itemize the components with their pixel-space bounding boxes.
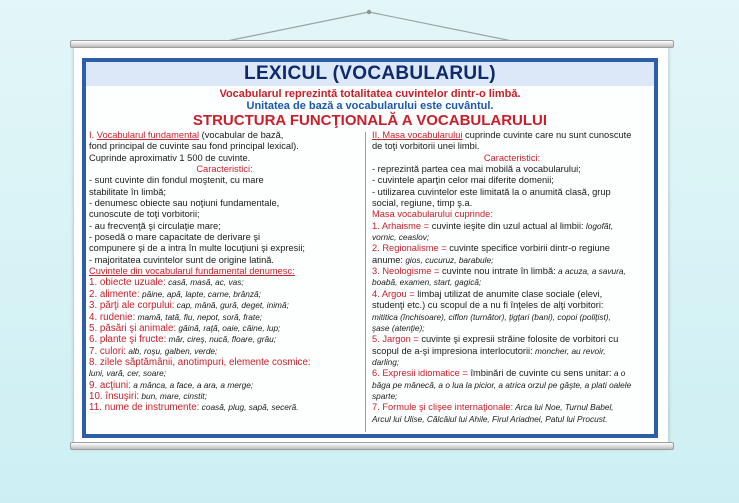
right-intro-line-1: II. Masa vocabularului cuprinde cuvinte care nu sunt cunoscute xyxy=(372,130,632,140)
right-item-line xyxy=(372,323,652,334)
item-label: 7. Formule şi clişee internaţionale: xyxy=(372,402,514,413)
left-characteristics-label: Caracteristici: xyxy=(196,164,253,175)
item-examples: Arca lui Noe, Turnul Babel, xyxy=(513,402,614,413)
item-text: cuvinte şi expresii străine folosite de vorbitori cu xyxy=(418,334,619,345)
item-label: 4. Argou = xyxy=(372,288,415,299)
poster-body xyxy=(86,86,654,434)
right-characteristic-line: - reprezintă partea cea mai mobilă a vocabularului; xyxy=(372,164,581,175)
title-band xyxy=(86,62,654,86)
left-heading: Vocabularul fundamental xyxy=(96,130,200,140)
left-category-item xyxy=(89,334,360,345)
left-intro-line-2: fond principal de cuvinte sau fond principal lexical). xyxy=(89,141,299,152)
item-examples: şase (atenţie); xyxy=(372,322,425,333)
item-label: 6. Expresii idiomatice = xyxy=(372,368,468,379)
category-examples: cap, mână, gură, deget, inimă; xyxy=(174,300,289,311)
category-label: 6. plante şi fructe: xyxy=(89,334,167,346)
item-examples: sparte; xyxy=(372,390,398,401)
poster-frame xyxy=(82,58,658,438)
item-examples: vornic, ceaslov; xyxy=(372,232,430,243)
left-characteristic-line: - sunt cuvinte din fondul moştenit, cu mare xyxy=(89,175,264,186)
poster-top-rod xyxy=(70,40,674,48)
subtitle-unit: Unitatea de bază a vocabularului este cuvântul. xyxy=(246,100,494,112)
item-examples: băga pe mânecă, a o lua la picior, a atrica orzul pe gâşte, a plati oalele xyxy=(372,379,632,390)
right-item-line xyxy=(372,334,652,345)
category-label: 9. acţiuni: xyxy=(89,379,131,391)
right-item-line xyxy=(372,368,652,379)
item-label: 5. Jargon = xyxy=(372,334,419,345)
item-text: cuvinte nou intrate în limbă: xyxy=(439,266,556,277)
right-item-line xyxy=(372,380,652,391)
right-characteristic-line: social, regiune, timp ş.a. xyxy=(372,198,473,209)
item-text: cuvinte specifice vorbirii dintr-o regiune xyxy=(446,243,610,254)
right-item-line xyxy=(372,391,652,402)
item-examples: moncher, au revoir, xyxy=(532,345,606,356)
item-text: anume: xyxy=(372,254,404,265)
right-characteristic-line: - utilizarea cuvintelor este limitată la o anumită clasă, grup xyxy=(372,186,611,197)
category-examples: luni, vară, cer, soare; xyxy=(89,368,167,379)
right-characteristics-list xyxy=(372,164,652,209)
left-category-item xyxy=(89,368,360,379)
structure-title: STRUCTURA FUNCŢIONALĂ A VOCABULARULUI xyxy=(192,112,548,129)
left-category-item xyxy=(89,277,360,288)
left-characteristic-line: - denumesc obiecte sau noţiuni fundamentale, xyxy=(89,198,280,209)
item-examples: Arcul lui Ulise, Călcâiul lui Ahile, Firul Ariadnei, Patul lui Procust. xyxy=(372,413,608,424)
left-intro-line-3: Cuprinde aproximativ 1 500 de cuvinte. xyxy=(89,152,251,163)
item-text: cuvinte ieşite din uzul actual al limbii: xyxy=(429,220,584,231)
right-characteristic-line: - cuvintele aparţin celor mai diferite domenii; xyxy=(372,175,554,186)
poster xyxy=(74,44,668,446)
category-label: 5. păsări şi animale: xyxy=(89,322,177,334)
left-category-item xyxy=(89,300,360,311)
category-examples: măr, cireş, nucă, floare, grâu; xyxy=(166,334,277,345)
right-item-line xyxy=(372,312,652,323)
category-examples: alb, roşu, galben, verde; xyxy=(126,345,218,356)
item-examples: gios, cucuruz, barabule; xyxy=(403,254,494,265)
right-item-line xyxy=(372,357,652,368)
right-item-line xyxy=(372,221,652,232)
left-category-item xyxy=(89,323,360,334)
left-intro-line-1: I. Vocabularul fundamental (vocabular de bază, xyxy=(89,130,284,140)
right-characteristics-label: Caracteristici: xyxy=(483,152,541,163)
category-label: 2. alimente: xyxy=(89,288,140,300)
left-category-item xyxy=(89,346,360,357)
category-label: 3. părţi ale corpului: xyxy=(89,300,175,312)
category-examples: a mânca, a face, a ara, a merge; xyxy=(130,379,254,390)
right-item-line xyxy=(372,266,652,277)
left-category-item xyxy=(89,402,360,413)
left-characteristic-line: - posedă o mare capacitate de derivare şi xyxy=(89,232,261,243)
category-examples: coasă, plug, sapă, seceră. xyxy=(199,402,299,413)
left-characteristics-list xyxy=(89,175,360,266)
right-intro-line-2: de toţi vorbitorii unei limbi. xyxy=(372,141,480,152)
left-column xyxy=(89,130,360,414)
category-label: 10. însuşiri: xyxy=(89,390,140,402)
item-text: studenţi etc.) cu scopul de a nu fi înţeles de alţi vorbitori: xyxy=(372,300,604,311)
right-item-line xyxy=(372,414,652,425)
right-heading: II. Masa vocabularului xyxy=(372,130,463,140)
item-label: 2. Regionalisme = xyxy=(372,243,447,254)
item-examples: logofăt, xyxy=(583,220,614,231)
item-examples: boabă, examen, start, gagică; xyxy=(372,277,482,288)
page-title: LEXICUL (VOCABULARUL) xyxy=(244,63,496,84)
item-examples: darling; xyxy=(372,356,400,367)
right-item-line xyxy=(372,300,652,311)
left-characteristic-line: - majoritatea cuvintelor sunt de origine latină. xyxy=(89,254,275,265)
category-examples: pâine, apă, lapte, carne, brânză; xyxy=(139,288,261,299)
right-item-line xyxy=(372,243,652,254)
item-examples: mititica (închisoare), ciflon (turnător), ţigţari (bani), copoi (poliţist), xyxy=(372,311,611,322)
left-characteristic-line: cunoscute de toţi vorbitorii; xyxy=(89,209,200,220)
left-category-item xyxy=(89,289,360,300)
right-item-line xyxy=(372,402,652,413)
left-category-item xyxy=(89,312,360,323)
category-label: 1. obiecte uzuale: xyxy=(89,277,166,289)
category-label: 11. nume de instrumente: xyxy=(89,402,200,414)
column-divider xyxy=(365,132,366,432)
right-items-list xyxy=(372,221,652,425)
left-categories-heading: Cuvintele din vocabularul fundamental denumesc: xyxy=(89,266,295,277)
item-examples: a acuza, a savura, xyxy=(555,266,626,277)
left-category-item xyxy=(89,391,360,402)
right-item-line xyxy=(372,232,652,243)
left-category-item xyxy=(89,357,360,368)
right-item-line xyxy=(372,346,652,357)
item-text: scopul de a-şi impresiona interlocutorii: xyxy=(372,345,533,356)
right-includes-label: Masa vocabularului cuprinde: xyxy=(372,209,493,220)
category-label: 8. zilele săptămânii, anotimpuri, elemente cosmice: xyxy=(89,356,311,368)
right-item-line xyxy=(372,277,652,288)
left-characteristic-line: stabilitate în limbă; xyxy=(89,186,166,197)
category-examples: mamă, tată, fiu, nepot, soră, frate; xyxy=(135,311,263,322)
category-examples: găină, raţă, oaie, câine, lup; xyxy=(176,322,281,333)
category-examples: casă, masă, ac, vas; xyxy=(165,277,244,288)
item-label: 3. Neologisme = xyxy=(372,266,440,277)
right-column xyxy=(372,130,652,425)
left-categories-list xyxy=(89,277,360,413)
right-item-line xyxy=(372,255,652,266)
item-text: îmbinări de cuvinte cu sens unitar: xyxy=(467,368,612,379)
left-characteristic-line: - au frecvenţă şi circulaţie mare; xyxy=(89,220,221,231)
subtitle-definition: Vocabularul reprezintă totalitatea cuvintelor dintr-o limbă. xyxy=(219,88,521,100)
item-examples: a o xyxy=(611,368,626,379)
poster-bottom-rod xyxy=(70,442,674,450)
item-text: limbaj utilizat de anumite clase sociale (elevi, xyxy=(414,288,603,299)
category-label: 7. culori: xyxy=(89,345,127,357)
right-item-line xyxy=(372,289,652,300)
item-label: 1. Arhaisme = xyxy=(372,220,430,231)
left-category-item xyxy=(89,380,360,391)
category-examples: bun, mare, cinstit; xyxy=(139,390,207,401)
left-characteristic-line: compunere şi de a intra în multe locuţiuni şi expresii; xyxy=(89,243,305,254)
category-label: 4. rudenie: xyxy=(89,311,136,323)
